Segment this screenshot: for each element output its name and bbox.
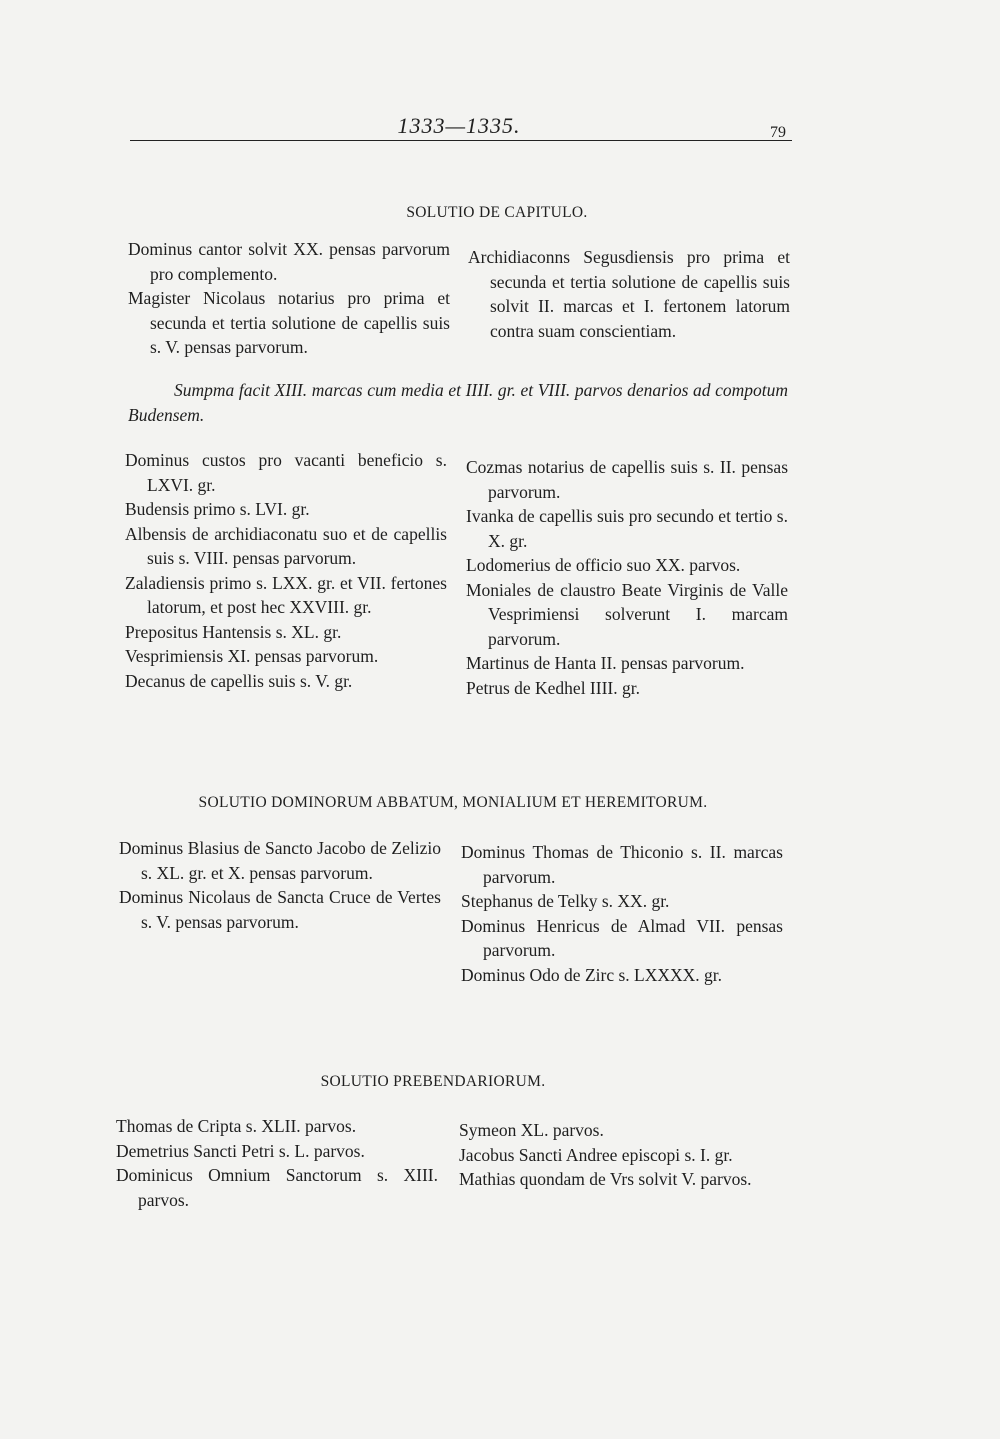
entry: Cozmas notarius de capellis suis s. II. pensas parvorum. xyxy=(466,457,788,502)
entry: Lodomerius de officio suo XX. parvos. xyxy=(466,555,741,575)
entry: Dominicus Omnium Sanctorum s. XIII. parvos. xyxy=(116,1165,438,1210)
entry: Jacobus Sancti Andree episcopi s. I. gr. xyxy=(459,1144,733,1165)
header-rule xyxy=(130,140,792,141)
section-title-capitulo: SOLUTIO DE CAPITULO. xyxy=(406,204,588,221)
entry: Decanus de capellis suis s. V. gr. xyxy=(125,670,353,691)
entry: Dominus Nicolaus de Sancta Cruce de Vertes s. V. pensas parvorum. xyxy=(119,887,441,932)
entry: Thomas de Cripta s. XLII. parvos. xyxy=(116,1116,357,1136)
capitulo-second-left-column xyxy=(125,448,447,693)
entry: Stephanus de Telky s. XX. gr. xyxy=(461,891,670,911)
entry: Demetrius Sancti Petri s. L. parvos. xyxy=(116,1140,365,1161)
section-title-abbatum: SOLUTIO DOMINORUM ABBATUM, MONIALIUM ET HEREMITORUM. xyxy=(198,794,708,811)
capitulo-right-column xyxy=(468,245,790,343)
abbatum-left-column xyxy=(119,836,441,934)
entry: Petrus de Kedhel IIII. gr. xyxy=(466,677,640,698)
entry: Dominus Henricus de Almad VII. pensas parvorum. xyxy=(461,915,783,960)
prebendariorum-left-column xyxy=(116,1114,438,1212)
entry: Zaladiensis primo s. LXX. gr. et VII. fertones latorum, et post hec XXVIII. gr. xyxy=(125,572,447,617)
page-number: 79 xyxy=(770,124,786,141)
capitulo-left-column xyxy=(128,237,450,360)
entry: Dominus Thomas de Thiconio s. II. marcas parvorum. xyxy=(461,842,783,887)
entry: Moniales de claustro Beate Virginis de Valle Vesprimiensi solverunt I. marcam parvorum. xyxy=(466,579,788,649)
entry: Symeon XL. parvos. xyxy=(459,1120,604,1140)
entry: Dominus custos pro vacanti beneficio s. LXVI. gr. xyxy=(125,450,447,495)
entry: Dominus Odo de Zirc s. LXXXX. gr. xyxy=(461,964,723,985)
section-title-prebendariorum: SOLUTIO PREBENDARIORUM. xyxy=(320,1073,546,1090)
entry: Mathias quondam de Vrs solvit V. parvos. xyxy=(459,1169,752,1189)
entry: Vesprimiensis XI. pensas parvorum. xyxy=(125,646,379,666)
entry: Budensis primo s. LVI. gr. xyxy=(125,499,310,519)
prebendariorum-right-column xyxy=(459,1118,789,1192)
entry: Magister Nicolaus notarius pro prima et secunda et tertia solutione de capellis suis s. V. pensas parvorum. xyxy=(128,288,450,357)
abbatum-right-column xyxy=(461,840,783,987)
entry: Albensis de archidiaconatu suo et de capellis suis s. VIII. pensas parvorum. xyxy=(125,523,447,568)
entry: Martinus de Hanta II. pensas parvorum. xyxy=(466,653,745,673)
running-head: 1333—1335. xyxy=(378,113,540,139)
capitulo-second-right-column xyxy=(466,455,788,700)
entry: Dominus cantor solvit XX. pensas parvorum pro complemento. xyxy=(128,239,450,284)
entry: Ivanka de capellis suis pro secundo et tertio s. X. gr. xyxy=(466,506,788,551)
summary-line: Sumpma facit XIII. marcas cum media et IIII. gr. et VIII. parvos denarios ad compotum Budensem. xyxy=(128,380,788,425)
entry: Archidiaconns Segusdiensis pro prima et secunda et tertia solutione de capellis suis solvit II. marcas et I. fertonem latorum contra suam conscientiam. xyxy=(468,247,790,341)
entry: Prepositus Hantensis s. XL. gr. xyxy=(125,621,342,642)
entry: Dominus Blasius de Sancto Jacobo de Zelizio s. XL. gr. et X. pensas parvorum. xyxy=(119,838,441,883)
